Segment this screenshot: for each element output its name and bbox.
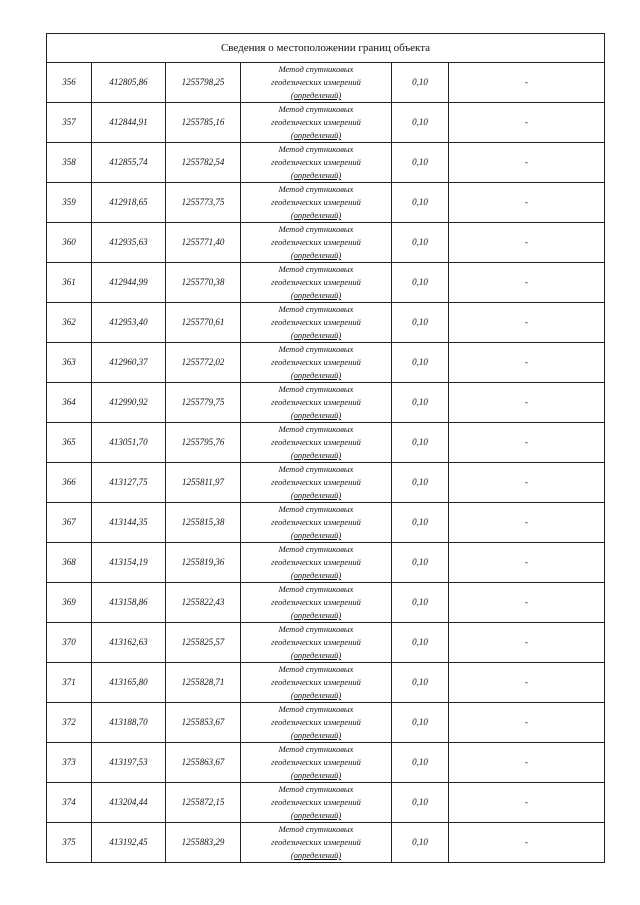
accuracy-cell: 0,10 [392, 223, 449, 263]
method-cell [241, 383, 392, 423]
y-coordinate-cell: 1255779,75 [166, 383, 241, 423]
method-line: геодезических измерений [271, 437, 361, 447]
y-coordinate-cell: 1255785,16 [166, 103, 241, 143]
note-cell: - [449, 703, 605, 743]
method-line: (определений) [290, 90, 342, 100]
method-line: геодезических измерений [271, 157, 361, 167]
table-row [47, 63, 605, 103]
x-coordinate-cell: 413144,35 [92, 503, 166, 543]
x-coordinate-cell: 412805,86 [92, 63, 166, 103]
method-line: (определений) [290, 610, 342, 620]
accuracy-cell: 0,10 [392, 343, 449, 383]
method-cell [241, 543, 392, 583]
point-number-cell: 359 [47, 183, 92, 223]
table-title: Сведения о местоположении границ объекта [47, 34, 605, 63]
method-line: геодезических измерений [271, 677, 361, 687]
method-cell [241, 183, 392, 223]
method-line: геодезических измерений [271, 397, 361, 407]
method-line: Метод спутниковых [278, 304, 354, 314]
table-row [47, 543, 605, 583]
boundary-table-body [47, 34, 605, 863]
method-line: (определений) [290, 810, 342, 820]
point-number-cell: 365 [47, 423, 92, 463]
method-line: Метод спутниковых [278, 704, 354, 714]
x-coordinate-cell: 412953,40 [92, 303, 166, 343]
x-coordinate-cell: 413154,19 [92, 543, 166, 583]
y-coordinate-cell: 1255828,71 [166, 663, 241, 703]
note-cell: - [449, 63, 605, 103]
y-coordinate-cell: 1255825,57 [166, 623, 241, 663]
method-cell [241, 63, 392, 103]
note-cell: - [449, 303, 605, 343]
x-coordinate-cell: 412855,74 [92, 143, 166, 183]
accuracy-cell: 0,10 [392, 383, 449, 423]
point-number-cell: 356 [47, 63, 92, 103]
method-line: геодезических измерений [271, 717, 361, 727]
table-row [47, 383, 605, 423]
note-cell: - [449, 223, 605, 263]
table-row [47, 623, 605, 663]
accuracy-cell: 0,10 [392, 63, 449, 103]
method-line: Метод спутниковых [278, 504, 354, 514]
accuracy-cell: 0,10 [392, 663, 449, 703]
method-line: Метод спутниковых [278, 384, 354, 394]
method-line: Метод спутниковых [278, 424, 354, 434]
point-number-cell: 357 [47, 103, 92, 143]
table-row [47, 223, 605, 263]
y-coordinate-cell: 1255863,67 [166, 743, 241, 783]
table-row [47, 263, 605, 303]
accuracy-cell: 0,10 [392, 703, 449, 743]
accuracy-cell: 0,10 [392, 503, 449, 543]
y-coordinate-cell: 1255815,38 [166, 503, 241, 543]
method-line: Метод спутниковых [278, 264, 354, 274]
method-line: Метод спутниковых [278, 744, 354, 754]
method-cell [241, 743, 392, 783]
method-line: Метод спутниковых [278, 664, 354, 674]
method-line: Метод спутниковых [278, 624, 354, 634]
accuracy-cell: 0,10 [392, 463, 449, 503]
x-coordinate-cell: 413165,80 [92, 663, 166, 703]
method-line: Метод спутниковых [278, 584, 354, 594]
method-line: Метод спутниковых [278, 224, 354, 234]
point-number-cell: 363 [47, 343, 92, 383]
accuracy-cell: 0,10 [392, 263, 449, 303]
point-number-cell: 358 [47, 143, 92, 183]
note-cell: - [449, 783, 605, 823]
note-cell: - [449, 623, 605, 663]
table-row [47, 463, 605, 503]
method-cell [241, 503, 392, 543]
note-cell: - [449, 503, 605, 543]
method-cell [241, 103, 392, 143]
accuracy-cell: 0,10 [392, 823, 449, 863]
method-line: (определений) [290, 730, 342, 740]
y-coordinate-cell: 1255811,97 [166, 463, 241, 503]
method-line: (определений) [290, 250, 342, 260]
x-coordinate-cell: 413051,70 [92, 423, 166, 463]
note-cell: - [449, 463, 605, 503]
point-number-cell: 360 [47, 223, 92, 263]
method-line: (определений) [290, 850, 342, 860]
method-line: геодезических измерений [271, 637, 361, 647]
method-line: Метод спутниковых [278, 784, 354, 794]
accuracy-cell: 0,10 [392, 303, 449, 343]
method-line: (определений) [290, 690, 342, 700]
note-cell: - [449, 263, 605, 303]
method-cell [241, 343, 392, 383]
note-cell: - [449, 103, 605, 143]
note-cell: - [449, 583, 605, 623]
point-number-cell: 368 [47, 543, 92, 583]
method-line: геодезических измерений [271, 797, 361, 807]
x-coordinate-cell: 413204,44 [92, 783, 166, 823]
method-line: Метод спутниковых [278, 104, 354, 114]
method-cell [241, 303, 392, 343]
method-line: геодезических измерений [271, 277, 361, 287]
method-cell [241, 703, 392, 743]
accuracy-cell: 0,10 [392, 143, 449, 183]
x-coordinate-cell: 413158,86 [92, 583, 166, 623]
x-coordinate-cell: 413192,45 [92, 823, 166, 863]
method-cell [241, 463, 392, 503]
method-line: геодезических измерений [271, 837, 361, 847]
boundary-table [46, 33, 605, 863]
method-cell [241, 223, 392, 263]
method-line: геодезических измерений [271, 117, 361, 127]
method-line: (определений) [290, 130, 342, 140]
method-cell [241, 823, 392, 863]
point-number-cell: 366 [47, 463, 92, 503]
y-coordinate-cell: 1255773,75 [166, 183, 241, 223]
method-line: (определений) [290, 330, 342, 340]
method-cell [241, 143, 392, 183]
note-cell: - [449, 823, 605, 863]
table-row [47, 783, 605, 823]
note-cell: - [449, 743, 605, 783]
method-line: Метод спутниковых [278, 464, 354, 474]
accuracy-cell: 0,10 [392, 743, 449, 783]
point-number-cell: 364 [47, 383, 92, 423]
method-line: геодезических измерений [271, 477, 361, 487]
y-coordinate-cell: 1255782,54 [166, 143, 241, 183]
x-coordinate-cell: 413188,70 [92, 703, 166, 743]
method-line: Метод спутниковых [278, 344, 354, 354]
accuracy-cell: 0,10 [392, 583, 449, 623]
y-coordinate-cell: 1255853,67 [166, 703, 241, 743]
point-number-cell: 362 [47, 303, 92, 343]
table-row [47, 743, 605, 783]
y-coordinate-cell: 1255771,40 [166, 223, 241, 263]
point-number-cell: 367 [47, 503, 92, 543]
method-line: (определений) [290, 170, 342, 180]
point-number-cell: 372 [47, 703, 92, 743]
accuracy-cell: 0,10 [392, 183, 449, 223]
method-cell [241, 663, 392, 703]
point-number-cell: 361 [47, 263, 92, 303]
method-line: геодезических измерений [271, 597, 361, 607]
y-coordinate-cell: 1255770,38 [166, 263, 241, 303]
method-line: Метод спутниковых [278, 144, 354, 154]
point-number-cell: 374 [47, 783, 92, 823]
x-coordinate-cell: 413197,53 [92, 743, 166, 783]
y-coordinate-cell: 1255872,15 [166, 783, 241, 823]
x-coordinate-cell: 412935,63 [92, 223, 166, 263]
table-row [47, 143, 605, 183]
y-coordinate-cell: 1255798,25 [166, 63, 241, 103]
method-line: (определений) [290, 530, 342, 540]
note-cell: - [449, 343, 605, 383]
y-coordinate-cell: 1255819,36 [166, 543, 241, 583]
method-cell [241, 263, 392, 303]
accuracy-cell: 0,10 [392, 623, 449, 663]
method-line: геодезических измерений [271, 197, 361, 207]
x-coordinate-cell: 412918,65 [92, 183, 166, 223]
method-cell [241, 583, 392, 623]
method-line: (определений) [290, 210, 342, 220]
method-cell [241, 783, 392, 823]
x-coordinate-cell: 413162,63 [92, 623, 166, 663]
table-row [47, 303, 605, 343]
x-coordinate-cell: 412844,91 [92, 103, 166, 143]
table-row [47, 583, 605, 623]
note-cell: - [449, 423, 605, 463]
method-line: Метод спутниковых [278, 64, 354, 74]
method-cell [241, 623, 392, 663]
method-line: Метод спутниковых [278, 544, 354, 554]
method-line: геодезических измерений [271, 757, 361, 767]
y-coordinate-cell: 1255795,76 [166, 423, 241, 463]
accuracy-cell: 0,10 [392, 423, 449, 463]
method-line: геодезических измерений [271, 77, 361, 87]
accuracy-cell: 0,10 [392, 543, 449, 583]
table-row [47, 423, 605, 463]
document-page [46, 33, 604, 863]
point-number-cell: 369 [47, 583, 92, 623]
x-coordinate-cell: 412944,99 [92, 263, 166, 303]
table-row [47, 823, 605, 863]
y-coordinate-cell: 1255822,43 [166, 583, 241, 623]
x-coordinate-cell: 412960,37 [92, 343, 166, 383]
y-coordinate-cell: 1255770,61 [166, 303, 241, 343]
method-line: Метод спутниковых [278, 184, 354, 194]
method-line: геодезических измерений [271, 317, 361, 327]
method-line: (определений) [290, 450, 342, 460]
y-coordinate-cell: 1255883,29 [166, 823, 241, 863]
method-line: геодезических измерений [271, 357, 361, 367]
note-cell: - [449, 543, 605, 583]
method-line: (определений) [290, 290, 342, 300]
table-row [47, 343, 605, 383]
method-line: (определений) [290, 570, 342, 580]
table-row [47, 503, 605, 543]
note-cell: - [449, 143, 605, 183]
method-line: (определений) [290, 490, 342, 500]
table-row [47, 103, 605, 143]
x-coordinate-cell: 413127,75 [92, 463, 166, 503]
point-number-cell: 371 [47, 663, 92, 703]
method-line: (определений) [290, 770, 342, 780]
method-line: геодезических измерений [271, 237, 361, 247]
point-number-cell: 373 [47, 743, 92, 783]
method-line: Метод спутниковых [278, 824, 354, 834]
method-line: геодезических измерений [271, 557, 361, 567]
method-line: (определений) [290, 370, 342, 380]
method-cell [241, 423, 392, 463]
point-number-cell: 375 [47, 823, 92, 863]
table-row [47, 663, 605, 703]
accuracy-cell: 0,10 [392, 783, 449, 823]
note-cell: - [449, 663, 605, 703]
method-line: (определений) [290, 650, 342, 660]
method-line: (определений) [290, 410, 342, 420]
note-cell: - [449, 183, 605, 223]
table-row [47, 703, 605, 743]
table-row [47, 183, 605, 223]
point-number-cell: 370 [47, 623, 92, 663]
accuracy-cell: 0,10 [392, 103, 449, 143]
y-coordinate-cell: 1255772,02 [166, 343, 241, 383]
note-cell: - [449, 383, 605, 423]
method-line: геодезических измерений [271, 517, 361, 527]
x-coordinate-cell: 412990,92 [92, 383, 166, 423]
